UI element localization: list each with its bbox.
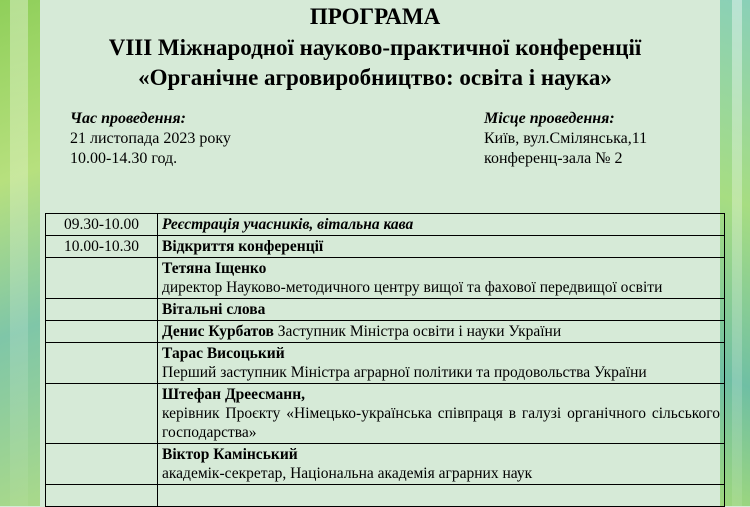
- table-row: [46, 214, 725, 236]
- table-row: [46, 236, 725, 258]
- program-table: [45, 213, 725, 507]
- speaker-entry: [158, 258, 725, 299]
- event-date: 21 листопада 2023 року: [70, 130, 231, 147]
- table-row: [46, 321, 725, 343]
- speaker-role: Заступник Міністра освіти і науки України: [273, 323, 562, 340]
- time-cell-empty: [46, 444, 158, 485]
- conference-name: «Органічне агровиробництво: освіта і наука»: [138, 65, 612, 90]
- table-row: [46, 444, 725, 485]
- speaker-name: Денис Курбатов: [162, 323, 274, 340]
- place-info: [484, 109, 647, 169]
- speaker-entry: [158, 343, 725, 384]
- table-row: [46, 343, 725, 384]
- speaker-role: директор Науково-методичного центру вищої та фахової передвищої освіти: [162, 279, 663, 296]
- speaker-role: академік-секретар, Національна академія аграрних наук: [162, 465, 533, 482]
- time-cell: 09.30-10.00: [46, 214, 158, 236]
- table-row: [46, 258, 725, 299]
- agenda-item-cutoff: [158, 485, 725, 507]
- table-row: [46, 384, 725, 444]
- table-row: [46, 485, 725, 507]
- time-cell-empty: [46, 258, 158, 299]
- event-hours: 10.00-14.30 год.: [70, 150, 178, 167]
- speaker-entry: [158, 444, 725, 485]
- speaker-entry: [158, 321, 725, 343]
- event-room: конференц-зала № 2: [484, 150, 623, 167]
- speaker-role: Перший заступник Міністра аграрної політики та продовольства України: [162, 364, 647, 381]
- agenda-item: Реєстрація учасників, вітальна кава: [158, 214, 725, 236]
- time-info: [70, 109, 231, 169]
- document-title: ПРОГРАМА: [309, 4, 441, 29]
- time-cell-empty: [46, 299, 158, 321]
- conference-subtitle: VIII Міжнародної науково-практичної конференції: [108, 35, 642, 60]
- agenda-item: Вітальні слова: [158, 299, 725, 321]
- time-cell: 10.00-10.30: [46, 236, 158, 258]
- time-cell-empty: [46, 321, 158, 343]
- event-address: Київ, вул.Смілянська,11: [484, 130, 648, 147]
- time-label: Час проведення:: [70, 110, 186, 127]
- time-cell-empty: [46, 384, 158, 444]
- speaker-name: Штефан Дреесманн,: [162, 386, 306, 403]
- table-row: [46, 299, 725, 321]
- time-cell-empty: [46, 343, 158, 384]
- time-cell-empty: [46, 485, 158, 507]
- speaker-name: Віктор Камінський: [162, 446, 298, 463]
- speaker-entry: [158, 384, 725, 444]
- place-label: Місце проведення:: [484, 110, 615, 127]
- agenda-item: Відкриття конференції: [158, 236, 725, 258]
- speaker-role: керівник Проєкту «Німецько-українська співпраця в галузі органічного сільського господарства»: [162, 405, 720, 441]
- speaker-name: Тарас Висоцький: [162, 345, 285, 362]
- speaker-name: Тетяна Іщенко: [162, 260, 267, 277]
